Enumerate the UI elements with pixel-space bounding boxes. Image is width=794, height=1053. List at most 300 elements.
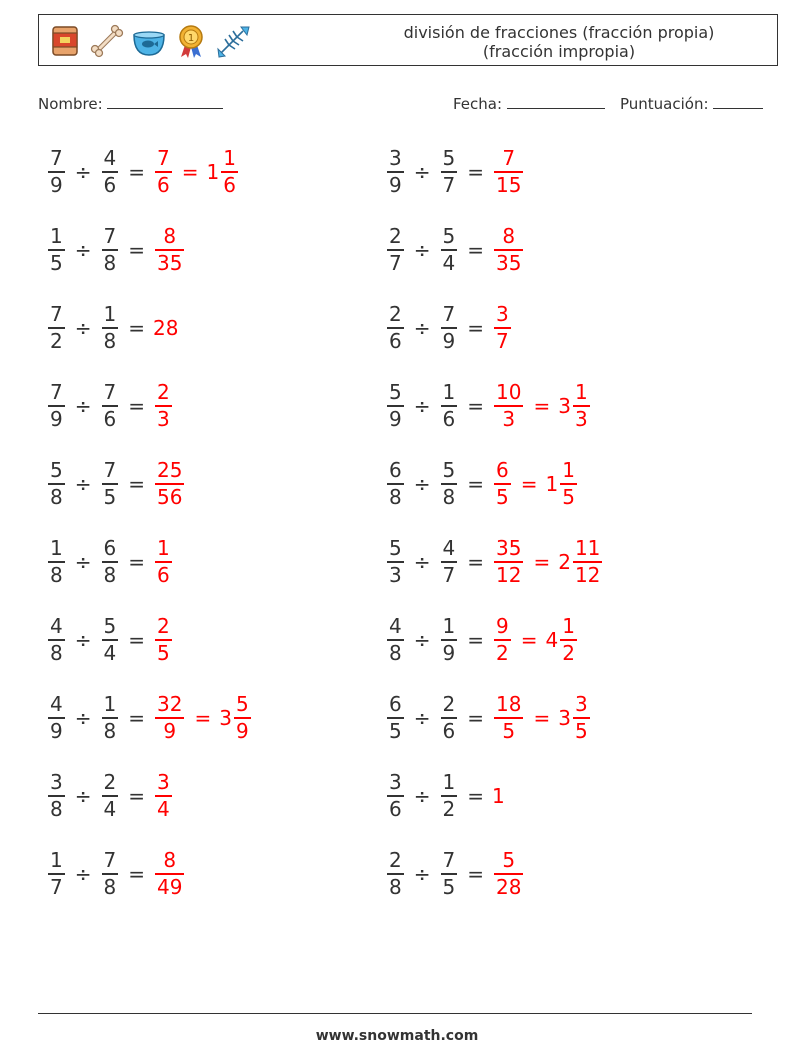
divisor-fraction xyxy=(102,302,119,354)
numerator: 7 xyxy=(103,224,117,249)
numerator: 5 xyxy=(442,146,456,171)
denominator: 9 xyxy=(235,718,249,743)
denominator: 5 xyxy=(103,484,117,509)
numerator: 1 xyxy=(562,458,575,483)
denominator: 9 xyxy=(50,406,63,431)
fish-skeleton-icon xyxy=(215,23,251,59)
denominator: 5 xyxy=(442,874,456,899)
divide-sign: ÷ xyxy=(413,394,431,418)
problem-item xyxy=(385,843,525,905)
numerator: 1 xyxy=(442,770,456,795)
dividend-fraction xyxy=(387,614,404,666)
problem-item xyxy=(46,687,253,749)
answer xyxy=(153,380,174,432)
denominator: 4 xyxy=(103,640,117,665)
divide-sign: ÷ xyxy=(413,472,431,496)
problem-item xyxy=(385,375,592,437)
dividend-fraction xyxy=(48,458,65,510)
divide-sign: ÷ xyxy=(413,862,431,886)
divide-sign: ÷ xyxy=(74,238,92,262)
equals-sign: = xyxy=(467,472,484,496)
mixed-fraction xyxy=(221,146,238,198)
mixed-fraction xyxy=(234,692,251,744)
divisor-fraction xyxy=(102,458,119,510)
denominator: 4 xyxy=(442,250,456,275)
answer xyxy=(153,692,253,744)
denominator: 56 xyxy=(157,484,183,509)
equals-sign: = xyxy=(128,238,145,262)
divide-sign: ÷ xyxy=(74,862,92,886)
numerator: 1 xyxy=(574,380,588,405)
numerator: 3 xyxy=(50,770,63,795)
answer-fraction xyxy=(155,146,172,198)
numerator: 3 xyxy=(389,146,402,171)
divisor-fraction xyxy=(102,224,119,276)
numerator: 8 xyxy=(163,224,177,249)
denominator: 2 xyxy=(562,640,575,665)
numerator: 1 xyxy=(103,302,117,327)
denominator: 9 xyxy=(50,172,63,197)
denominator: 4 xyxy=(103,796,117,821)
answer xyxy=(492,784,505,808)
denominator: 2 xyxy=(442,796,456,821)
dividend-fraction xyxy=(48,536,65,588)
denominator: 49 xyxy=(157,874,183,899)
numerator: 4 xyxy=(389,614,402,639)
bone-icon xyxy=(89,23,125,59)
denominator: 9 xyxy=(50,718,63,743)
answer xyxy=(153,316,178,340)
numerator: 1 xyxy=(442,614,456,639)
numerator: 1 xyxy=(50,536,63,561)
numerator: 4 xyxy=(50,692,63,717)
mixed-fraction xyxy=(560,458,577,510)
problem-item xyxy=(46,453,186,515)
denominator: 6 xyxy=(103,406,117,431)
numerator: 5 xyxy=(502,848,516,873)
numerator: 2 xyxy=(103,770,117,795)
equals-sign: = xyxy=(194,706,212,730)
numerator: 8 xyxy=(502,224,516,249)
equals-sign: = xyxy=(181,160,199,184)
fish-bowl-icon xyxy=(131,23,167,59)
dividend-fraction xyxy=(387,458,404,510)
equals-sign: = xyxy=(467,316,484,340)
numerator: 5 xyxy=(103,614,117,639)
dividend-fraction xyxy=(48,302,65,354)
numerator: 8 xyxy=(163,848,177,873)
date-blank[interactable] xyxy=(507,94,605,109)
denominator: 35 xyxy=(157,250,183,275)
denominator: 8 xyxy=(389,484,402,509)
numerator: 7 xyxy=(103,458,117,483)
equals-sign: = xyxy=(128,706,145,730)
date-field[interactable] xyxy=(453,94,605,113)
problem-item xyxy=(46,375,174,437)
name-label: Nombre: xyxy=(38,95,103,113)
denominator: 35 xyxy=(496,250,522,275)
score-blank[interactable] xyxy=(713,94,763,109)
answer-fraction xyxy=(155,848,184,900)
numerator: 7 xyxy=(103,848,117,873)
numerator: 1 xyxy=(157,536,170,561)
numerator: 7 xyxy=(442,848,456,873)
dividend-fraction xyxy=(387,146,404,198)
denominator: 8 xyxy=(50,640,63,665)
denominator: 3 xyxy=(574,406,588,431)
title-line-1: división de fracciones (fracción propia) xyxy=(403,23,715,42)
worksheet-title xyxy=(379,23,739,61)
answer-fraction xyxy=(494,302,511,354)
divide-sign: ÷ xyxy=(74,160,92,184)
denominator: 8 xyxy=(103,328,117,353)
equals-sign: = xyxy=(128,160,145,184)
equals-sign: = xyxy=(467,550,484,574)
numerator: 1 xyxy=(223,146,236,171)
denominator: 5 xyxy=(157,640,170,665)
divisor-fraction xyxy=(441,380,458,432)
answer xyxy=(153,770,174,822)
numerator: 25 xyxy=(157,458,183,483)
answer xyxy=(492,302,513,354)
equals-sign: = xyxy=(128,394,145,418)
denominator: 5 xyxy=(50,250,63,275)
answer-fraction xyxy=(494,536,523,588)
mixed-fraction xyxy=(573,536,602,588)
denominator: 8 xyxy=(103,250,117,275)
denominator: 7 xyxy=(496,328,509,353)
worksheet-header xyxy=(38,14,778,66)
denominator: 6 xyxy=(157,172,170,197)
numerator: 6 xyxy=(496,458,509,483)
divide-sign: ÷ xyxy=(74,706,92,730)
divide-sign: ÷ xyxy=(74,316,92,340)
answer-fraction xyxy=(155,458,184,510)
answer-fraction xyxy=(494,224,523,276)
numerator: 5 xyxy=(442,224,456,249)
denominator: 5 xyxy=(574,718,588,743)
equals-sign: = xyxy=(533,706,551,730)
answer-fraction xyxy=(155,770,172,822)
dividend-fraction xyxy=(48,380,65,432)
denominator: 6 xyxy=(442,718,456,743)
answer-whole: 1 xyxy=(492,784,505,808)
divisor-fraction xyxy=(441,614,458,666)
numerator: 1 xyxy=(103,692,117,717)
denominator: 8 xyxy=(103,874,117,899)
divisor-fraction xyxy=(441,224,458,276)
divisor-fraction xyxy=(102,614,119,666)
equals-sign: = xyxy=(467,160,484,184)
denominator: 8 xyxy=(50,796,63,821)
divisor-fraction xyxy=(102,770,119,822)
denominator: 3 xyxy=(502,406,516,431)
dividend-fraction xyxy=(48,614,65,666)
answer xyxy=(492,848,525,900)
problem-item xyxy=(46,141,240,203)
answer xyxy=(492,614,579,666)
numerator: 18 xyxy=(496,692,522,717)
divide-sign: ÷ xyxy=(413,316,431,340)
divisor-fraction xyxy=(441,302,458,354)
denominator: 7 xyxy=(389,250,402,275)
answer xyxy=(492,692,592,744)
denominator: 9 xyxy=(389,406,402,431)
numerator: 1 xyxy=(562,614,575,639)
answer-fraction xyxy=(494,146,523,198)
answer xyxy=(492,458,579,510)
answer-fraction xyxy=(494,692,523,744)
equals-sign: = xyxy=(467,628,484,652)
divide-sign: ÷ xyxy=(74,472,92,496)
problem-item xyxy=(385,765,505,827)
numerator: 1 xyxy=(50,848,63,873)
dividend-fraction xyxy=(387,536,404,588)
denominator: 8 xyxy=(103,562,117,587)
name-field[interactable] xyxy=(38,94,223,113)
answer xyxy=(492,146,525,198)
numerator: 5 xyxy=(235,692,249,717)
divisor-fraction xyxy=(102,380,119,432)
equals-sign: = xyxy=(128,784,145,808)
numerator: 2 xyxy=(157,380,170,405)
equals-sign: = xyxy=(128,862,145,886)
divisor-fraction xyxy=(102,692,119,744)
numerator: 1 xyxy=(50,224,63,249)
denominator: 6 xyxy=(389,796,402,821)
numerator: 3 xyxy=(389,770,402,795)
answer xyxy=(153,848,186,900)
score-label: Puntuación: xyxy=(620,95,709,113)
equals-sign: = xyxy=(520,472,538,496)
problem-item xyxy=(46,765,174,827)
name-blank[interactable] xyxy=(107,94,223,109)
denominator: 2 xyxy=(496,640,509,665)
numerator: 4 xyxy=(442,536,456,561)
answer xyxy=(492,224,525,276)
denominator: 5 xyxy=(496,484,509,509)
answer xyxy=(153,224,186,276)
equals-sign: = xyxy=(128,472,145,496)
equals-sign: = xyxy=(467,706,484,730)
numerator: 3 xyxy=(496,302,509,327)
equals-sign: = xyxy=(467,394,484,418)
answer-fraction xyxy=(155,224,184,276)
dividend-fraction xyxy=(387,380,404,432)
answer xyxy=(492,380,592,432)
date-label: Fecha: xyxy=(453,95,503,113)
problem-item xyxy=(385,141,525,203)
answer-fraction xyxy=(155,380,172,432)
box-icon xyxy=(47,23,83,59)
denominator: 5 xyxy=(562,484,575,509)
numerator: 32 xyxy=(157,692,183,717)
divide-sign: ÷ xyxy=(413,784,431,808)
divide-sign: ÷ xyxy=(74,784,92,808)
mixed-whole: 4 xyxy=(545,628,559,652)
answer-fraction xyxy=(494,848,523,900)
denominator: 4 xyxy=(157,796,170,821)
divide-sign: ÷ xyxy=(413,628,431,652)
divide-sign: ÷ xyxy=(413,550,431,574)
equals-sign: = xyxy=(128,316,145,340)
numerator: 6 xyxy=(103,536,117,561)
numerator: 4 xyxy=(103,146,117,171)
dividend-fraction xyxy=(387,224,404,276)
dividend-fraction xyxy=(387,848,404,900)
mixed-whole: 1 xyxy=(206,160,220,184)
answer-fraction xyxy=(494,614,511,666)
answer xyxy=(492,536,604,588)
divide-sign: ÷ xyxy=(74,628,92,652)
divisor-fraction xyxy=(102,146,119,198)
mixed-whole: 3 xyxy=(558,706,571,730)
mixed-whole: 1 xyxy=(545,472,559,496)
problem-item xyxy=(385,531,604,593)
numerator: 5 xyxy=(389,380,402,405)
equals-sign: = xyxy=(128,550,145,574)
dividend-fraction xyxy=(387,770,404,822)
denominator: 3 xyxy=(389,562,402,587)
header-icons xyxy=(47,21,251,61)
denominator: 5 xyxy=(502,718,516,743)
numerator: 2 xyxy=(389,848,402,873)
score-field[interactable] xyxy=(620,94,763,113)
problem-item xyxy=(46,609,174,671)
numerator: 6 xyxy=(389,458,402,483)
numerator: 5 xyxy=(442,458,456,483)
divisor-fraction xyxy=(441,848,458,900)
numerator: 9 xyxy=(496,614,509,639)
numerator: 6 xyxy=(389,692,402,717)
dividend-fraction xyxy=(48,848,65,900)
equals-sign: = xyxy=(467,784,484,808)
dividend-fraction xyxy=(48,224,65,276)
mixed-whole: 3 xyxy=(558,394,571,418)
divisor-fraction xyxy=(441,146,458,198)
title-line-2: (fracción impropia) xyxy=(482,42,636,61)
numerator: 2 xyxy=(442,692,456,717)
divisor-fraction xyxy=(441,458,458,510)
divisor-fraction xyxy=(441,770,458,822)
numerator: 3 xyxy=(157,770,170,795)
mixed-whole: 2 xyxy=(558,550,571,574)
answer xyxy=(153,536,174,588)
denominator: 3 xyxy=(157,406,170,431)
numerator: 4 xyxy=(50,614,63,639)
dividend-fraction xyxy=(387,302,404,354)
numerator: 7 xyxy=(502,146,516,171)
denominator: 12 xyxy=(574,562,601,587)
denominator: 5 xyxy=(389,718,402,743)
denominator: 15 xyxy=(496,172,522,197)
denominator: 8 xyxy=(389,640,402,665)
answer xyxy=(153,146,240,198)
medal-icon xyxy=(173,23,209,59)
equals-sign: = xyxy=(128,628,145,652)
denominator: 6 xyxy=(103,172,117,197)
numerator: 2 xyxy=(389,224,402,249)
divisor-fraction xyxy=(441,536,458,588)
denominator: 9 xyxy=(389,172,402,197)
divide-sign: ÷ xyxy=(413,160,431,184)
denominator: 8 xyxy=(442,484,456,509)
equals-sign: = xyxy=(520,628,538,652)
dividend-fraction xyxy=(387,692,404,744)
equals-sign: = xyxy=(533,394,551,418)
denominator: 2 xyxy=(50,328,63,353)
answer-fraction xyxy=(155,614,172,666)
equals-sign: = xyxy=(533,550,551,574)
denominator: 9 xyxy=(442,328,456,353)
denominator: 8 xyxy=(50,484,63,509)
problem-item xyxy=(46,297,178,359)
footer-url: www.snowmath.com xyxy=(315,1028,479,1044)
numerator: 7 xyxy=(103,380,117,405)
numerator: 2 xyxy=(157,614,170,639)
svg-text:1: 1 xyxy=(187,33,195,44)
numerator: 5 xyxy=(389,536,402,561)
divisor-fraction xyxy=(102,848,119,900)
denominator: 9 xyxy=(442,640,456,665)
numerator: 1 xyxy=(442,380,456,405)
denominator: 12 xyxy=(496,562,522,587)
problem-item xyxy=(46,531,174,593)
denominator: 28 xyxy=(496,874,522,899)
dividend-fraction xyxy=(48,146,65,198)
denominator: 8 xyxy=(50,562,63,587)
answer-fraction xyxy=(155,692,184,744)
denominator: 6 xyxy=(389,328,402,353)
divisor-fraction xyxy=(441,692,458,744)
footer-divider xyxy=(38,1013,752,1014)
answer-fraction xyxy=(494,458,511,510)
denominator: 8 xyxy=(103,718,117,743)
denominator: 9 xyxy=(163,718,177,743)
numerator: 7 xyxy=(442,302,456,327)
numerator: 7 xyxy=(50,146,63,171)
numerator: 7 xyxy=(157,146,170,171)
problem-item xyxy=(385,687,592,749)
equals-sign: = xyxy=(467,238,484,262)
mixed-fraction xyxy=(573,692,590,744)
problem-item xyxy=(385,297,513,359)
numerator: 11 xyxy=(574,536,601,561)
equals-sign: = xyxy=(467,862,484,886)
problem-item xyxy=(385,219,525,281)
numerator: 7 xyxy=(50,380,63,405)
answer-whole: 28 xyxy=(153,316,179,340)
divide-sign: ÷ xyxy=(74,394,92,418)
answer xyxy=(153,458,186,510)
denominator: 7 xyxy=(442,172,456,197)
denominator: 6 xyxy=(223,172,236,197)
problem-item xyxy=(46,843,186,905)
mixed-fraction xyxy=(560,614,577,666)
problem-item xyxy=(385,453,579,515)
denominator: 7 xyxy=(442,562,456,587)
divisor-fraction xyxy=(102,536,119,588)
divide-sign: ÷ xyxy=(413,238,431,262)
denominator: 6 xyxy=(157,562,170,587)
answer xyxy=(153,614,174,666)
answer-fraction xyxy=(494,380,523,432)
mixed-whole: 3 xyxy=(219,706,232,730)
denominator: 8 xyxy=(389,874,402,899)
problem-item xyxy=(46,219,186,281)
numerator: 3 xyxy=(574,692,588,717)
divide-sign: ÷ xyxy=(413,706,431,730)
